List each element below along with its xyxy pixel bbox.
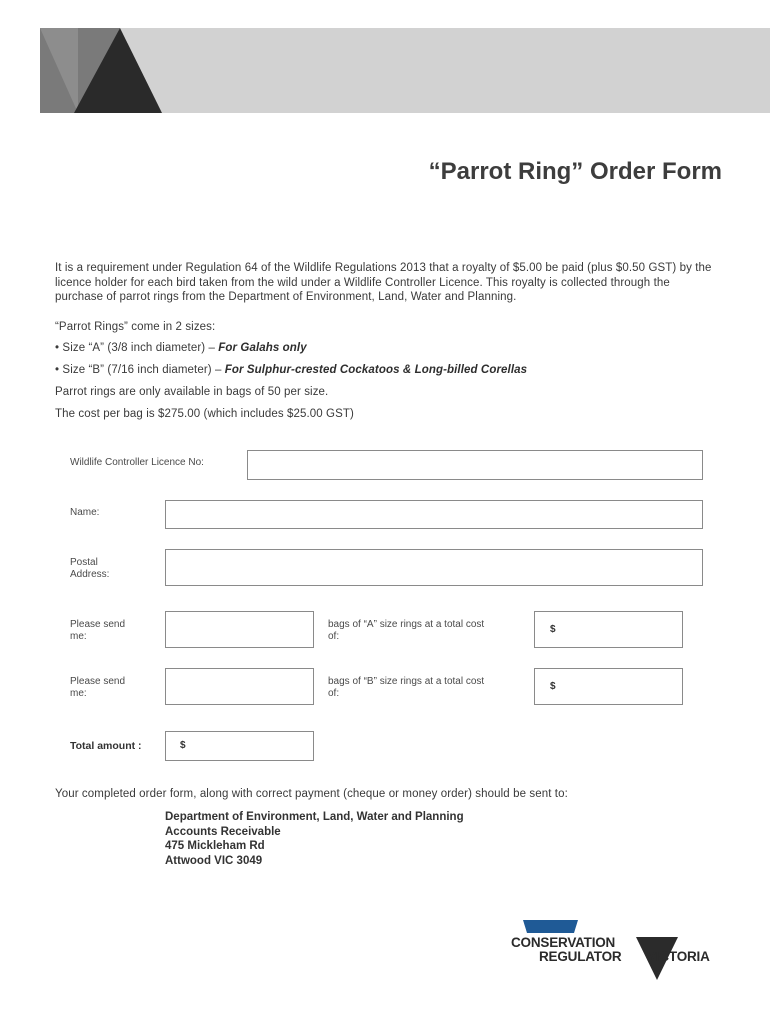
send-b-label [70, 676, 125, 700]
size-a-item [55, 342, 307, 354]
bags-b-label-line2: of: [328, 688, 340, 699]
send-b-label-line2: me: [70, 688, 87, 699]
logo-line2: REGULATOR [539, 949, 622, 964]
banner-triangle-graphic [40, 28, 170, 113]
logo-line3: VICTORIA [647, 949, 710, 964]
availability-text: Parrot rings are only available in bags of 50 per size. [55, 386, 329, 398]
bags-b-cost-field[interactable] [534, 668, 683, 705]
send-a-label [70, 619, 125, 643]
address-line: Attwood VIC 3049 [165, 854, 263, 867]
bags-b-quantity-field[interactable] [165, 668, 314, 705]
page-title: “Parrot Ring” Order Form [428, 158, 722, 185]
size-a-text: • Size “A” (3/8 inch diameter) – [55, 342, 219, 354]
licence-number-field[interactable] [247, 450, 703, 480]
send-a-label-line1: Please send [70, 619, 126, 630]
licence-label: Wildlife Controller Licence No: [70, 457, 204, 468]
header-banner [40, 28, 770, 113]
name-label: Name: [70, 507, 100, 518]
postal-label-line1: Postal [70, 557, 98, 568]
bags-a-quantity-field[interactable] [165, 611, 314, 648]
bags-b-currency: $ [550, 681, 556, 692]
conservation-regulator-logo [508, 918, 723, 988]
cost-text: The cost per bag is $275.00 (which includes $25.00 GST) [55, 408, 354, 420]
size-b-note: For Sulphur-crested Cockatoos & Long-billed Corellas [224, 364, 528, 376]
total-amount-label: Total amount : [70, 740, 142, 752]
size-a-note: For Galahs only [218, 342, 307, 354]
bags-a-label-line2: of: [328, 631, 340, 642]
size-b-text: • Size “B” (7/16 inch diameter) – [55, 364, 225, 376]
total-currency: $ [180, 740, 186, 751]
total-amount-field[interactable] [165, 731, 314, 761]
address-line: Department of Environment, Land, Water and Planning [165, 811, 464, 823]
send-b-label-line1: Please send [70, 676, 126, 687]
logo-line1: CONSERVATION [511, 935, 616, 950]
postal-label-line2: Address: [70, 569, 110, 580]
bags-b-label-line1: bags of “B” size rings at a total cost [328, 676, 485, 687]
send-instructions: Your completed order form, along with correct payment (cheque or money order) should be sent to: [55, 788, 568, 800]
size-b-item [55, 364, 527, 376]
postal-address-label [70, 557, 109, 581]
bags-a-label-line1: bags of “A” size rings at a total cost [328, 619, 485, 630]
bags-a-currency: $ [550, 624, 556, 635]
send-a-label-line2: me: [70, 631, 87, 642]
bags-a-cost-field[interactable] [534, 611, 683, 648]
address-line: Accounts Receivable [165, 825, 281, 838]
name-field[interactable] [165, 500, 703, 529]
bags-b-label [328, 676, 518, 700]
mailing-address [165, 810, 464, 868]
bags-a-label [328, 619, 518, 643]
address-line: 475 Mickleham Rd [165, 840, 265, 852]
intro-paragraph: It is a requirement under Regulation 64 of the Wildlife Regulations 2013 that a royalty of $5.00 be paid (plus $0.50 GST) by the licence holder for each bird taken from the wild under a Wildlife Controller Licence. This royalty is collected through the purchase of parrot rings from the Department of Environment, Land, Water and Planning. [55, 262, 712, 303]
postal-address-field[interactable] [165, 549, 703, 586]
sizes-intro: “Parrot Rings” come in 2 sizes: [55, 321, 216, 333]
